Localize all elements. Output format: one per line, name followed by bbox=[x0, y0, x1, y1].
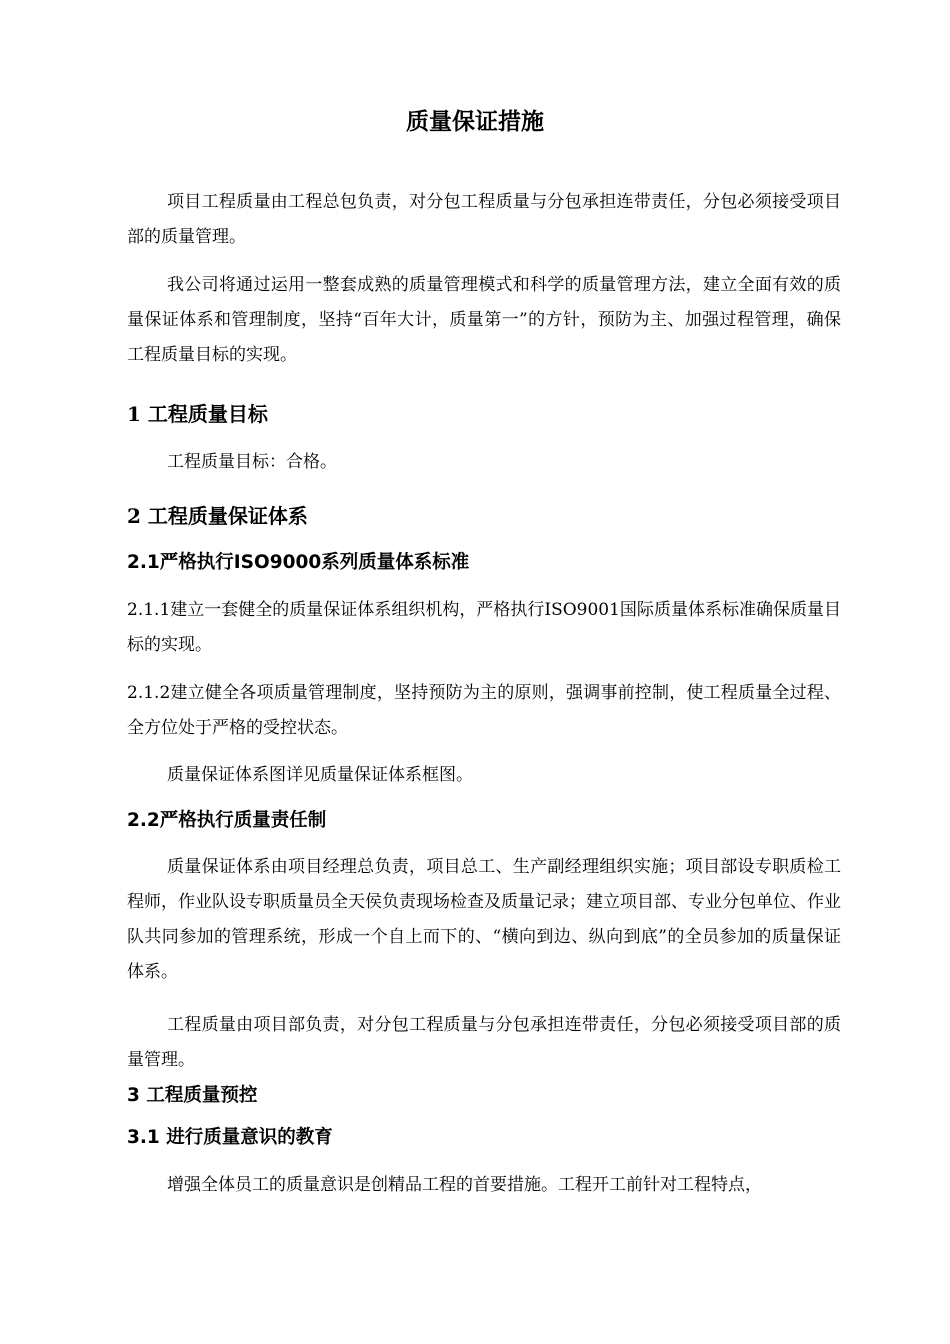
section-1-body: 工程质量目标：合格。 bbox=[167, 452, 337, 472]
section-2-1-2: 2.1.2建立健全各项质量管理制度，坚持预防为主的原则，强调事前控制，使工程质量全过程、全方位处于严格的受控状态。 bbox=[127, 683, 841, 738]
section-2-2-heading: 2.2严格执行质量责任制 bbox=[127, 810, 327, 831]
section-2-2-paragraph-1: 质量保证体系由项目经理总负责，项目总工、生产副经理组织实施；项目部设专职质检工程师，作业队设专职质量员全天侯负责现场检查及质量记录；建立项目部、专业分包单位、作业队共同参加的管理系统，形成一个自上而下的、“横向到边、纵向到底”的全员参加的质量保证体系。 bbox=[127, 857, 841, 982]
section-3-1-heading: 3.1 进行质量意识的教育 bbox=[127, 1127, 333, 1148]
intro-paragraph-1: 项目工程质量由工程总包负责，对分包工程质量与分包承担连带责任，分包必须接受项目部的质量管理。 bbox=[127, 192, 841, 247]
section-2-1-1: 2.1.1建立一套健全的质量保证体系组织机构，严格执行ISO9001国际质量体系标准确保质量目标的实现。 bbox=[127, 600, 841, 655]
section-3-1-paragraph-1: 增强全体员工的质量意识是创精品工程的首要措施。工程开工前针对工程特点， bbox=[167, 1175, 762, 1195]
section-1-heading: 1 工程质量目标 bbox=[127, 402, 268, 426]
section-2-1-heading: 2.1严格执行ISO9000系列质量体系标准 bbox=[127, 552, 470, 573]
section-2-heading: 2 工程质量保证体系 bbox=[127, 504, 308, 528]
section-2-2-paragraph-2: 工程质量由项目部负责，对分包工程质量与分包承担连带责任，分包必须接受项目部的质量管理。 bbox=[127, 1015, 841, 1070]
section-2-1-note: 质量保证体系图详见质量保证体系框图。 bbox=[167, 765, 473, 785]
page-title: 质量保证措施 bbox=[406, 109, 544, 135]
intro-paragraph-2: 我公司将通过运用一整套成熟的质量管理模式和科学的质量管理方法，建立全面有效的质量保证体系和管理制度，坚持“百年大计，质量第一”的方针，预防为主、加强过程管理，确保工程质量目标的实现。 bbox=[127, 275, 841, 365]
section-3-heading: 3 工程质量预控 bbox=[127, 1085, 258, 1106]
